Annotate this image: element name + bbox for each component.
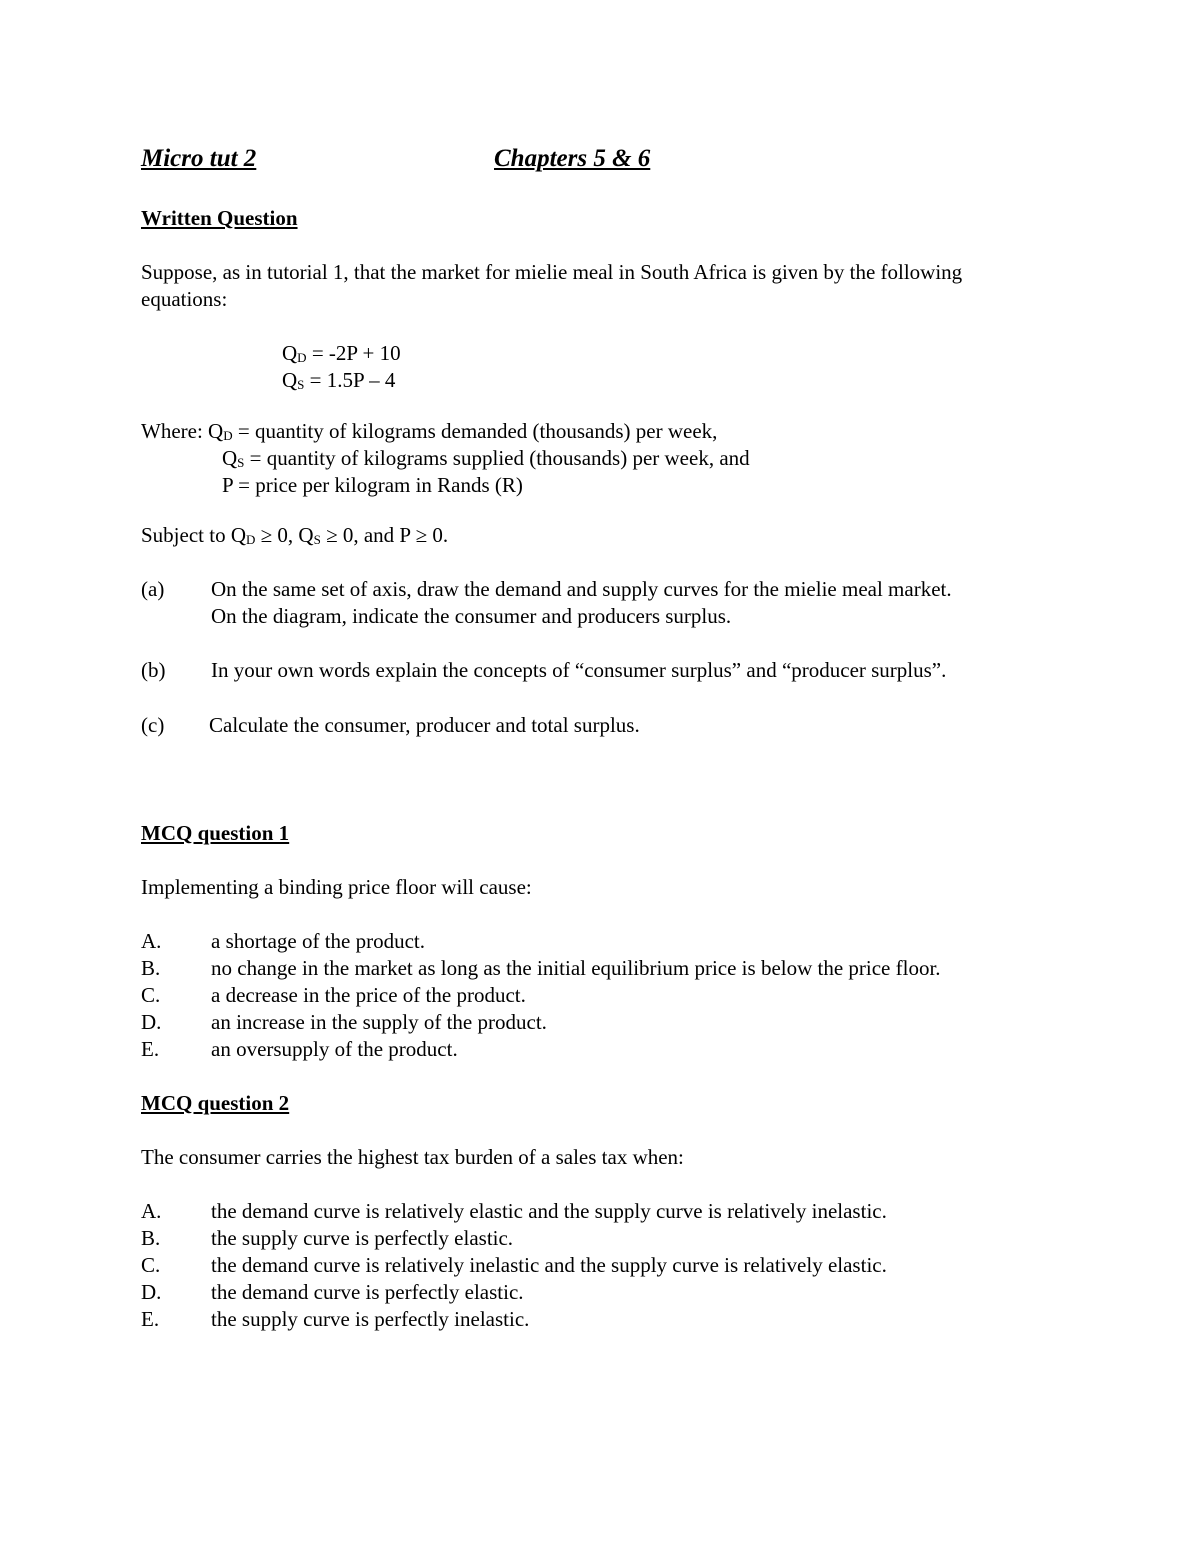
where2-q: Q [222,446,238,470]
mcq1-option-a-letter: A. [141,929,162,953]
eq1-sub: D [297,350,307,365]
intro-line-1: Suppose, as in tutorial 1, that the market for mielie meal in South Africa is given by the following [141,260,963,284]
eq1-rhs: = -2P + 10 [306,341,401,365]
part-a-line-1: On the same set of axis, draw the demand and supply curves for the mielie meal market. [211,577,952,601]
where-line-1 [141,421,717,442]
part-b-label: (b) [141,658,166,682]
eq2-rhs: = 1.5P – 4 [304,368,396,392]
written-question-heading: Written Question [141,206,298,230]
subject-sub-1: D [246,532,256,547]
mcq2-option-b-letter: B. [141,1226,161,1250]
mcq2-option-b-text: the supply curve is perfectly elastic. [211,1226,514,1250]
subject-sub-2: S [313,532,321,547]
mcq2-option-d-letter: D. [141,1280,162,1304]
eq1-q: Q [282,341,298,365]
where1-q: Q [208,419,224,443]
mcq1-option-b-letter: B. [141,956,161,980]
part-a-label: (a) [141,577,165,601]
eq2-q: Q [282,368,298,392]
page-title: Micro tut 2 [141,145,257,172]
intro-line-2: equations: [141,287,228,311]
mcq1-heading: MCQ question 1 [141,821,290,845]
where-prefix: Where: [141,419,209,443]
where2-sub: S [237,455,245,470]
mcq1-option-a-text: a shortage of the product. [211,929,426,953]
mcq1-question: Implementing a binding price floor will cause: [141,875,532,899]
mcq2-heading: MCQ question 2 [141,1091,290,1115]
equation-supply [282,370,395,391]
mcq1-option-e-text: an oversupply of the product. [211,1037,458,1061]
part-c-label: (c) [141,713,165,737]
part-c-line-1: Calculate the consumer, producer and total surplus. [209,713,640,737]
equation-demand [282,343,401,364]
mcq2-option-a-text: the demand curve is relatively elastic and the supply curve is relatively inelastic. [211,1199,887,1223]
mcq2-option-c-text: the demand curve is relatively inelastic and the supply curve is relatively elastic. [211,1253,887,1277]
mcq1-option-d-text: an increase in the supply of the product. [211,1010,547,1034]
mcq1-option-d-letter: D. [141,1010,162,1034]
where2-rhs: = quantity of kilograms supplied (thousands) per week, and [244,446,750,470]
subject-c: ≥ 0, and P ≥ 0. [320,523,449,547]
subject-to-line [141,525,448,546]
mcq1-option-c-text: a decrease in the price of the product. [211,983,526,1007]
mcq2-option-e-letter: E. [141,1307,160,1331]
part-b-line-1: In your own words explain the concepts of “consumer surplus” and “producer surplus”. [211,658,947,682]
mcq2-option-d-text: the demand curve is perfectly elastic. [211,1280,524,1304]
eq2-sub: S [297,377,305,392]
mcq1-option-e-letter: E. [141,1037,160,1061]
subject-b: ≥ 0, Q [255,523,314,547]
where-line-2 [222,448,750,469]
where1-rhs: = quantity of kilograms demanded (thousands) per week, [232,419,718,443]
mcq2-option-e-text: the supply curve is perfectly inelastic. [211,1307,530,1331]
mcq1-option-c-letter: C. [141,983,161,1007]
mcq2-question: The consumer carries the highest tax burden of a sales tax when: [141,1145,684,1169]
where1-sub: D [223,428,233,443]
part-a-line-2: On the diagram, indicate the consumer and producers surplus. [211,604,732,628]
subject-a: Subject to Q [141,523,246,547]
where-line-3: P = price per kilogram in Rands (R) [222,473,523,497]
chapters-title: Chapters 5 & 6 [494,145,651,172]
mcq1-option-b-text: no change in the market as long as the initial equilibrium price is below the price floor. [211,956,941,980]
mcq2-option-c-letter: C. [141,1253,161,1277]
mcq2-option-a-letter: A. [141,1199,162,1223]
